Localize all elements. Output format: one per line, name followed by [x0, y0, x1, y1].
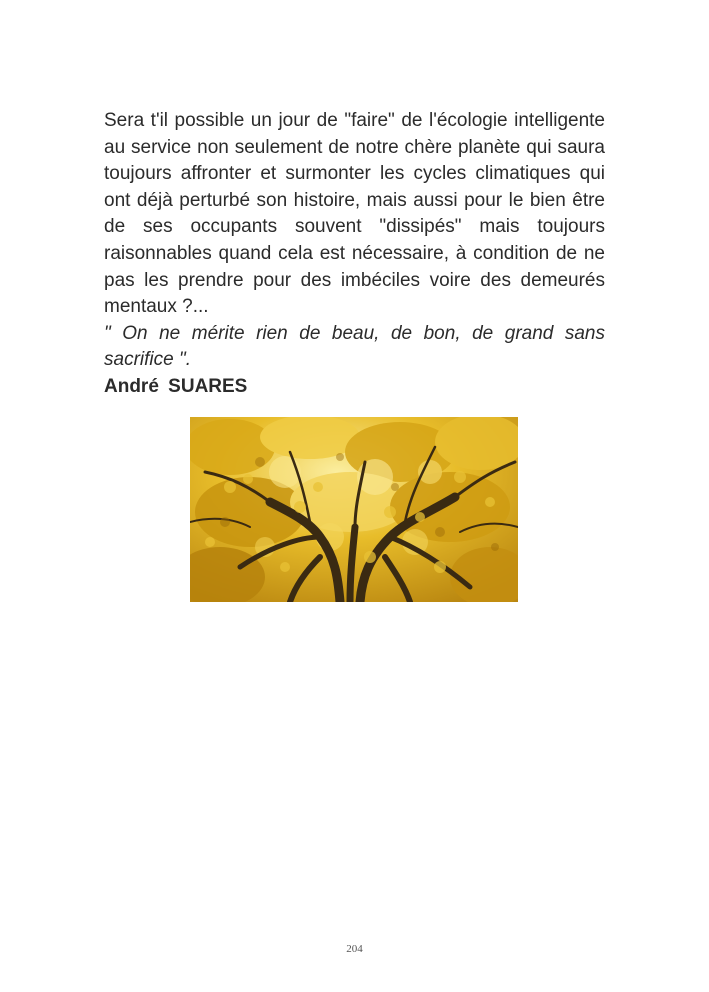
quote: " On ne mérite rien de beau, de bon, de grand sans sacrifice ".: [104, 322, 605, 371]
text-block: [104, 108, 605, 401]
body-paragraph: Sera t'il possible un jour de "faire" de l'écologie intelligente au service non seulement de notre chère planète qui saura toujours affronter et surmonter les cycles climatiques qui ont déjà perturbé son histoire, mais aussi pour le bien être de ses occupants souvent "dissipés" mais toujours raisonnables quand cela est nécessaire, à condition de ne pas les prendre pour des imbéciles voire des demeurés mentaux ?...: [104, 110, 605, 318]
quote-author: André SUARES: [104, 375, 248, 397]
page-number: 204: [346, 943, 363, 955]
autumn-tree-photo: [190, 417, 518, 602]
